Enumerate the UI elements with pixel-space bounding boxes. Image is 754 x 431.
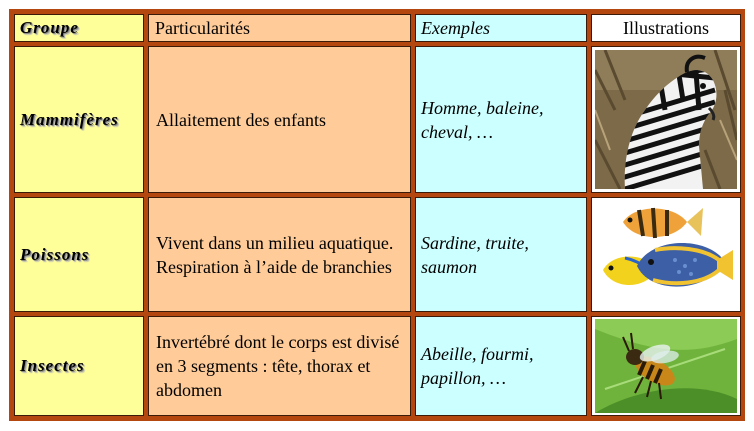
row-examples-mammiferes: Homme, baleine, cheval, … bbox=[415, 46, 587, 193]
header-particularities: Particularités bbox=[148, 14, 411, 42]
row-group-mammiferes: Mammifères bbox=[14, 46, 144, 193]
row-particularity-mammiferes: Allaitement des enfants bbox=[148, 46, 411, 193]
header-group: Groupe bbox=[14, 14, 144, 42]
row-examples-poissons: Sardine, truite, saumon bbox=[415, 197, 587, 312]
classification-table bbox=[9, 9, 745, 421]
header-examples: Exemples bbox=[415, 14, 587, 42]
header-illustrations: Illustrations bbox=[591, 14, 741, 42]
row-illustration-mammiferes bbox=[591, 46, 741, 193]
row-group-insectes: Insectes bbox=[14, 316, 144, 416]
row-particularity-poissons: Vivent dans un milieu aquatique. Respiration à l’aide de branchies bbox=[148, 197, 411, 312]
row-illustration-poissons bbox=[591, 197, 741, 312]
row-particularity-insectes: Invertébré dont le corps est divisé en 3 segments : tête, thorax et abdomen bbox=[148, 316, 411, 416]
row-group-poissons: Poissons bbox=[14, 197, 144, 312]
bee-image bbox=[595, 319, 737, 413]
row-illustration-insectes bbox=[591, 316, 741, 416]
row-examples-insectes: Abeille, fourmi, papillon, … bbox=[415, 316, 587, 416]
zebra-image bbox=[595, 50, 737, 189]
fish-image bbox=[595, 200, 737, 309]
